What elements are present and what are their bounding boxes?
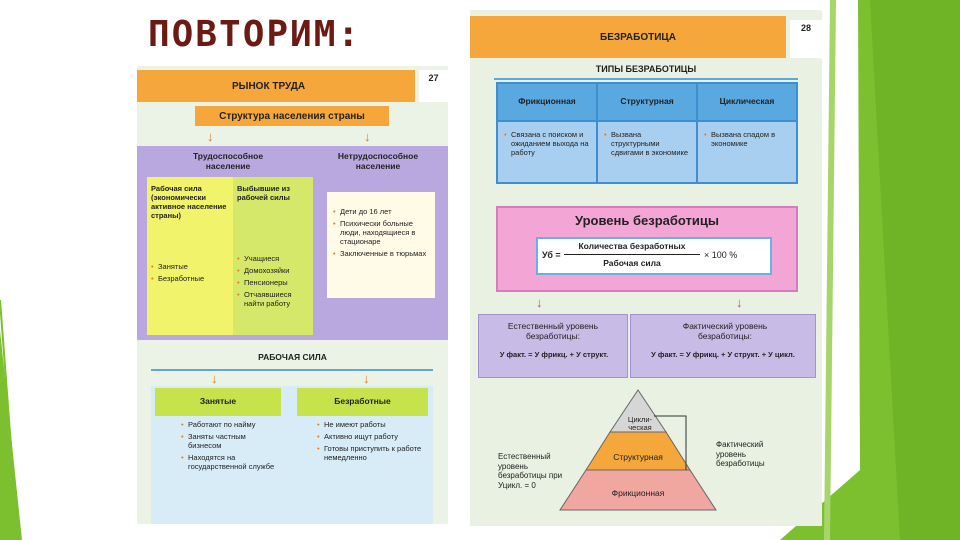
unemployment-header bbox=[470, 16, 786, 58]
down-arrow-icon: ↓ bbox=[736, 295, 743, 310]
formula-line bbox=[564, 254, 700, 255]
formula-denominator: Рабочая сила bbox=[603, 258, 661, 268]
type-cell bbox=[698, 122, 796, 182]
pyramid-right-label: Фактический уровень безработицы bbox=[716, 440, 765, 469]
list-item: • Заняты частным бизнесом bbox=[181, 432, 281, 450]
employed-title: Занятые bbox=[155, 388, 281, 416]
list-item: • Активно ищут работу bbox=[317, 432, 427, 441]
employed-list bbox=[181, 420, 281, 474]
natural-level-formula: У факт. = У фрикц. + У структ. bbox=[499, 350, 609, 359]
unable-list bbox=[333, 207, 431, 261]
dropped-list bbox=[237, 254, 311, 311]
workforce-line bbox=[151, 369, 433, 371]
down-arrow-icon: ↓ bbox=[207, 129, 214, 144]
actual-level-title: Фактический уровень безработицы: bbox=[682, 321, 768, 341]
list-item: • Работают по найму bbox=[181, 420, 281, 429]
pyramid-structural: Структурная bbox=[613, 452, 663, 462]
formula-lhs: Уб = bbox=[542, 250, 561, 260]
types-title: ТИПЫ БЕЗРАБОТИЦЫ bbox=[595, 64, 697, 74]
formula-numerator: Количества безработных bbox=[578, 241, 686, 251]
list-item: • Занятые bbox=[151, 262, 231, 271]
page-number: 27 bbox=[419, 70, 448, 102]
list-item: • Не имеют работы bbox=[317, 420, 427, 429]
down-arrow-icon: ↓ bbox=[536, 295, 543, 310]
down-arrow-icon: ↓ bbox=[363, 371, 370, 386]
unemployment-card bbox=[470, 10, 822, 526]
type-desc: • Связана с поиском и ожиданием выхода на работу bbox=[504, 130, 590, 157]
pyramid-cyclical: Цикли-ческая bbox=[627, 415, 653, 433]
unable-population: Нетрудоспособное население bbox=[337, 151, 419, 171]
labor-market-header bbox=[137, 70, 415, 102]
pyramid-frictional: Фрикционная bbox=[611, 488, 665, 498]
structure-bar: Структура населения страны bbox=[195, 106, 389, 126]
type-cell bbox=[598, 122, 696, 182]
actual-level-formula: У факт. = У фрикц. + У структ. + У цикл. bbox=[651, 350, 795, 359]
list-item: • Пенсионеры bbox=[237, 278, 311, 287]
list-item: • Психически больные люди, находящиеся в стационаре bbox=[333, 219, 431, 246]
down-arrow-icon: ↓ bbox=[364, 129, 371, 144]
dropped-label: Выбывшие из рабочей силы bbox=[237, 184, 290, 202]
labor-force-label: Рабочая сила (экономически активное население страны) bbox=[151, 184, 227, 220]
down-arrow-icon: ↓ bbox=[211, 371, 218, 386]
type-header: Циклическая bbox=[698, 84, 796, 120]
list-item: • Домохозяйки bbox=[237, 266, 311, 275]
pyramid-left-label: Естественный уровень безработицы при Уцикл. = 0 bbox=[498, 452, 563, 490]
type-desc: • Вызвана спадом в экономике bbox=[704, 130, 790, 148]
formula-rhs: × 100 % bbox=[704, 250, 738, 260]
list-item: • Дети до 16 лет bbox=[333, 207, 431, 216]
able-population: Трудоспособное население bbox=[192, 151, 264, 171]
unemployment-title: БЕЗРАБОТИЦА bbox=[600, 31, 676, 43]
unemployed-list bbox=[317, 420, 427, 465]
slide-title: ПОВТОРИМ: bbox=[148, 14, 362, 55]
unemployed-title: Безработные bbox=[297, 388, 428, 416]
labor-market-card bbox=[137, 66, 448, 524]
type-header: Структурная bbox=[598, 84, 696, 120]
list-item: • Находятся на государственной службе bbox=[181, 453, 281, 471]
type-cell bbox=[498, 122, 596, 182]
list-item: • Готовы приступить к работе немедленно bbox=[317, 444, 427, 462]
types-underline bbox=[494, 78, 798, 80]
list-item: • Учащиеся bbox=[237, 254, 311, 263]
list-item: • Отчаявшиеся найти работу bbox=[237, 290, 311, 308]
labor-market-title: РЫНОК ТРУДА bbox=[232, 80, 306, 92]
list-item: • Заключенные в тюрьмах bbox=[333, 249, 431, 258]
list-item: • Безработные bbox=[151, 274, 231, 283]
level-title: Уровень безработицы bbox=[575, 213, 719, 228]
natural-level-title: Естественный уровень безработицы: bbox=[507, 321, 599, 341]
type-header: Фрикционная bbox=[498, 84, 596, 120]
type-desc: • Вызвана структурными сдвигами в экономике bbox=[604, 130, 690, 157]
workforce-title: РАБОЧАЯ СИЛА bbox=[258, 352, 327, 362]
labor-force-list bbox=[151, 262, 231, 286]
page-number: 28 bbox=[790, 20, 822, 58]
